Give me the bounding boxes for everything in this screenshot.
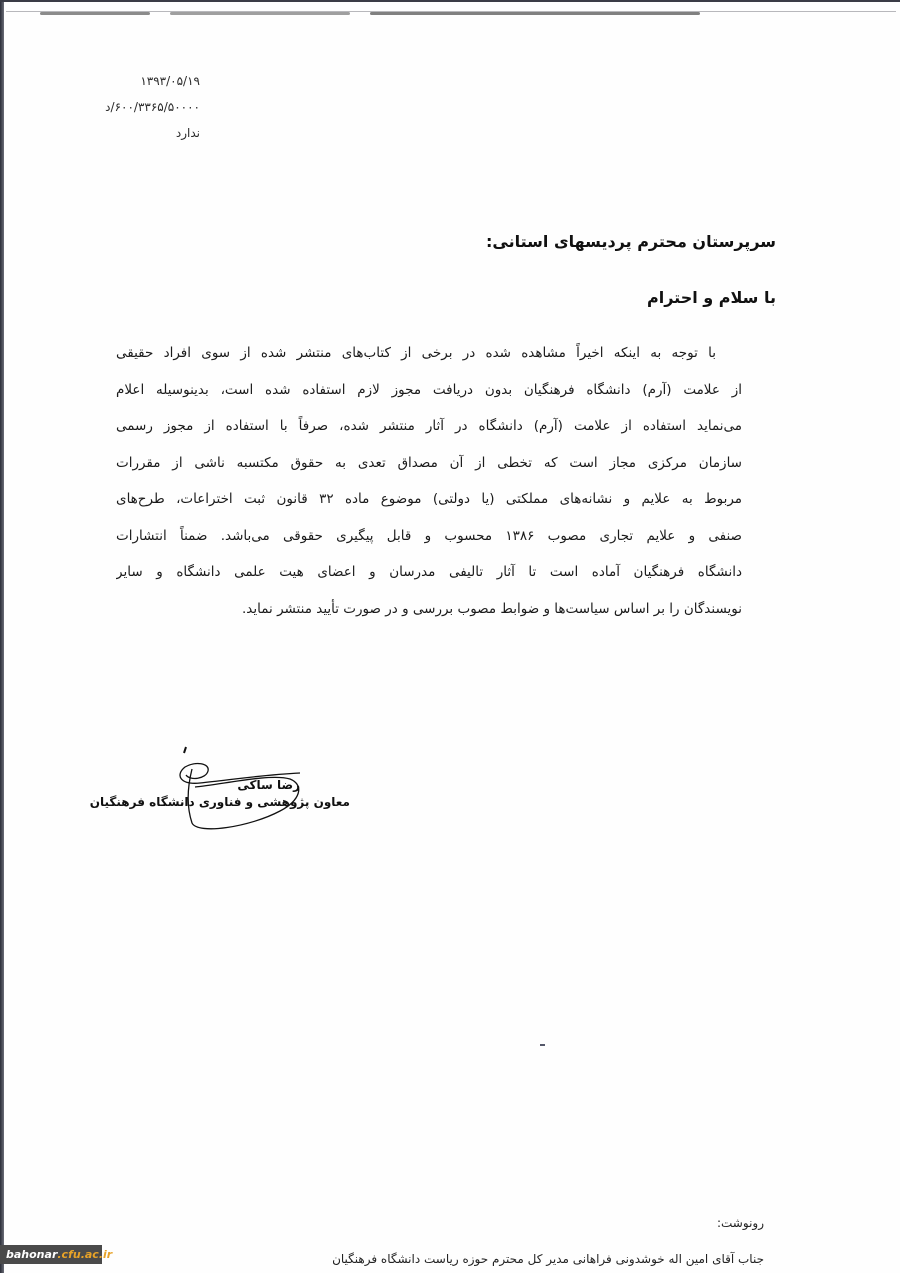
- scan-top-edge: [0, 0, 900, 2]
- body-line: نویسندگان را بر اساس سیاست‌ها و ضوابط مصوب بررسی و در صورت تأیید منتشر نماید.: [241, 600, 742, 617]
- letter-meta: [60, 68, 200, 146]
- letter-greeting: با سلام و احترام: [647, 288, 776, 307]
- letter-addressee: سرپرستان محترم پردیسهای استانی:: [486, 232, 776, 251]
- letter-date: ۱۳۹۳/۰۵/۱۹: [140, 74, 200, 88]
- body-line: می‌نماید استفاده از علامت (آرم) دانشگاه در آثار منتشر شده، صرفاً با استفاده از مجوز رسمی: [116, 418, 742, 434]
- cc-label: رونوشت:: [716, 1216, 764, 1230]
- scan-smudge: [40, 12, 150, 15]
- signature-block: [89, 745, 360, 835]
- scan-left-edge: [0, 0, 4, 1273]
- body-line: مربوط به علایم و نشانه‌های مملکتی (یا دولتی) موضوع ماده ۳۲ قانون ثبت اختراعات، طرح‌های: [116, 491, 742, 507]
- letter-attachment: ندارد: [175, 126, 200, 140]
- scan-artifact: [540, 1044, 545, 1046]
- watermark-domain-suffix: .cfu.ac.ir: [57, 1248, 113, 1261]
- signer-title: معاون پژوهشی و فناوری دانشگاه فرهنگیان: [89, 795, 350, 809]
- watermark-domain-name: bahonar: [6, 1248, 58, 1261]
- letter-body: [116, 335, 742, 627]
- body-line: با توجه به اینکه اخیراً مشاهده شده در برخی از کتاب‌های منتشر شده از سوی افراد حقیقی: [116, 345, 716, 361]
- cc-recipient: جناب آقای امین اله خوشدونی فراهانی مدیر کل محترم حوزه ریاست دانشگاه فرهنگیان: [332, 1252, 764, 1266]
- scan-smudge: [170, 12, 350, 15]
- scan-smudge: [370, 12, 700, 15]
- site-watermark: [0, 1245, 113, 1264]
- body-line: صنفی و علایم تجاری مصوب ۱۳۸۶ محسوب و قابل پیگیری حقوقی می‌باشد. ضمناً انتشارات: [116, 527, 742, 544]
- body-line: سازمان مرکزی مجاز است که تخطی از آن مصداق تعدی به حقوق مکتسبه ناشی از مقررات: [116, 454, 742, 471]
- body-line: دانشگاه فرهنگیان آماده است تا آثار تالیفی مدرسان و اعضای هیت علمی دانشگاه و سایر: [116, 564, 742, 580]
- letter-reference-number: ۶۰۰/۳۳۶۵/۵۰۰۰۰/د: [105, 100, 200, 114]
- signer-name: رضا ساکی: [237, 778, 300, 792]
- body-line: از علامت (آرم) دانشگاه فرهنگیان بدون دریافت مجوز لازم استفاده شده است، بدینوسیله اعلام: [116, 381, 742, 398]
